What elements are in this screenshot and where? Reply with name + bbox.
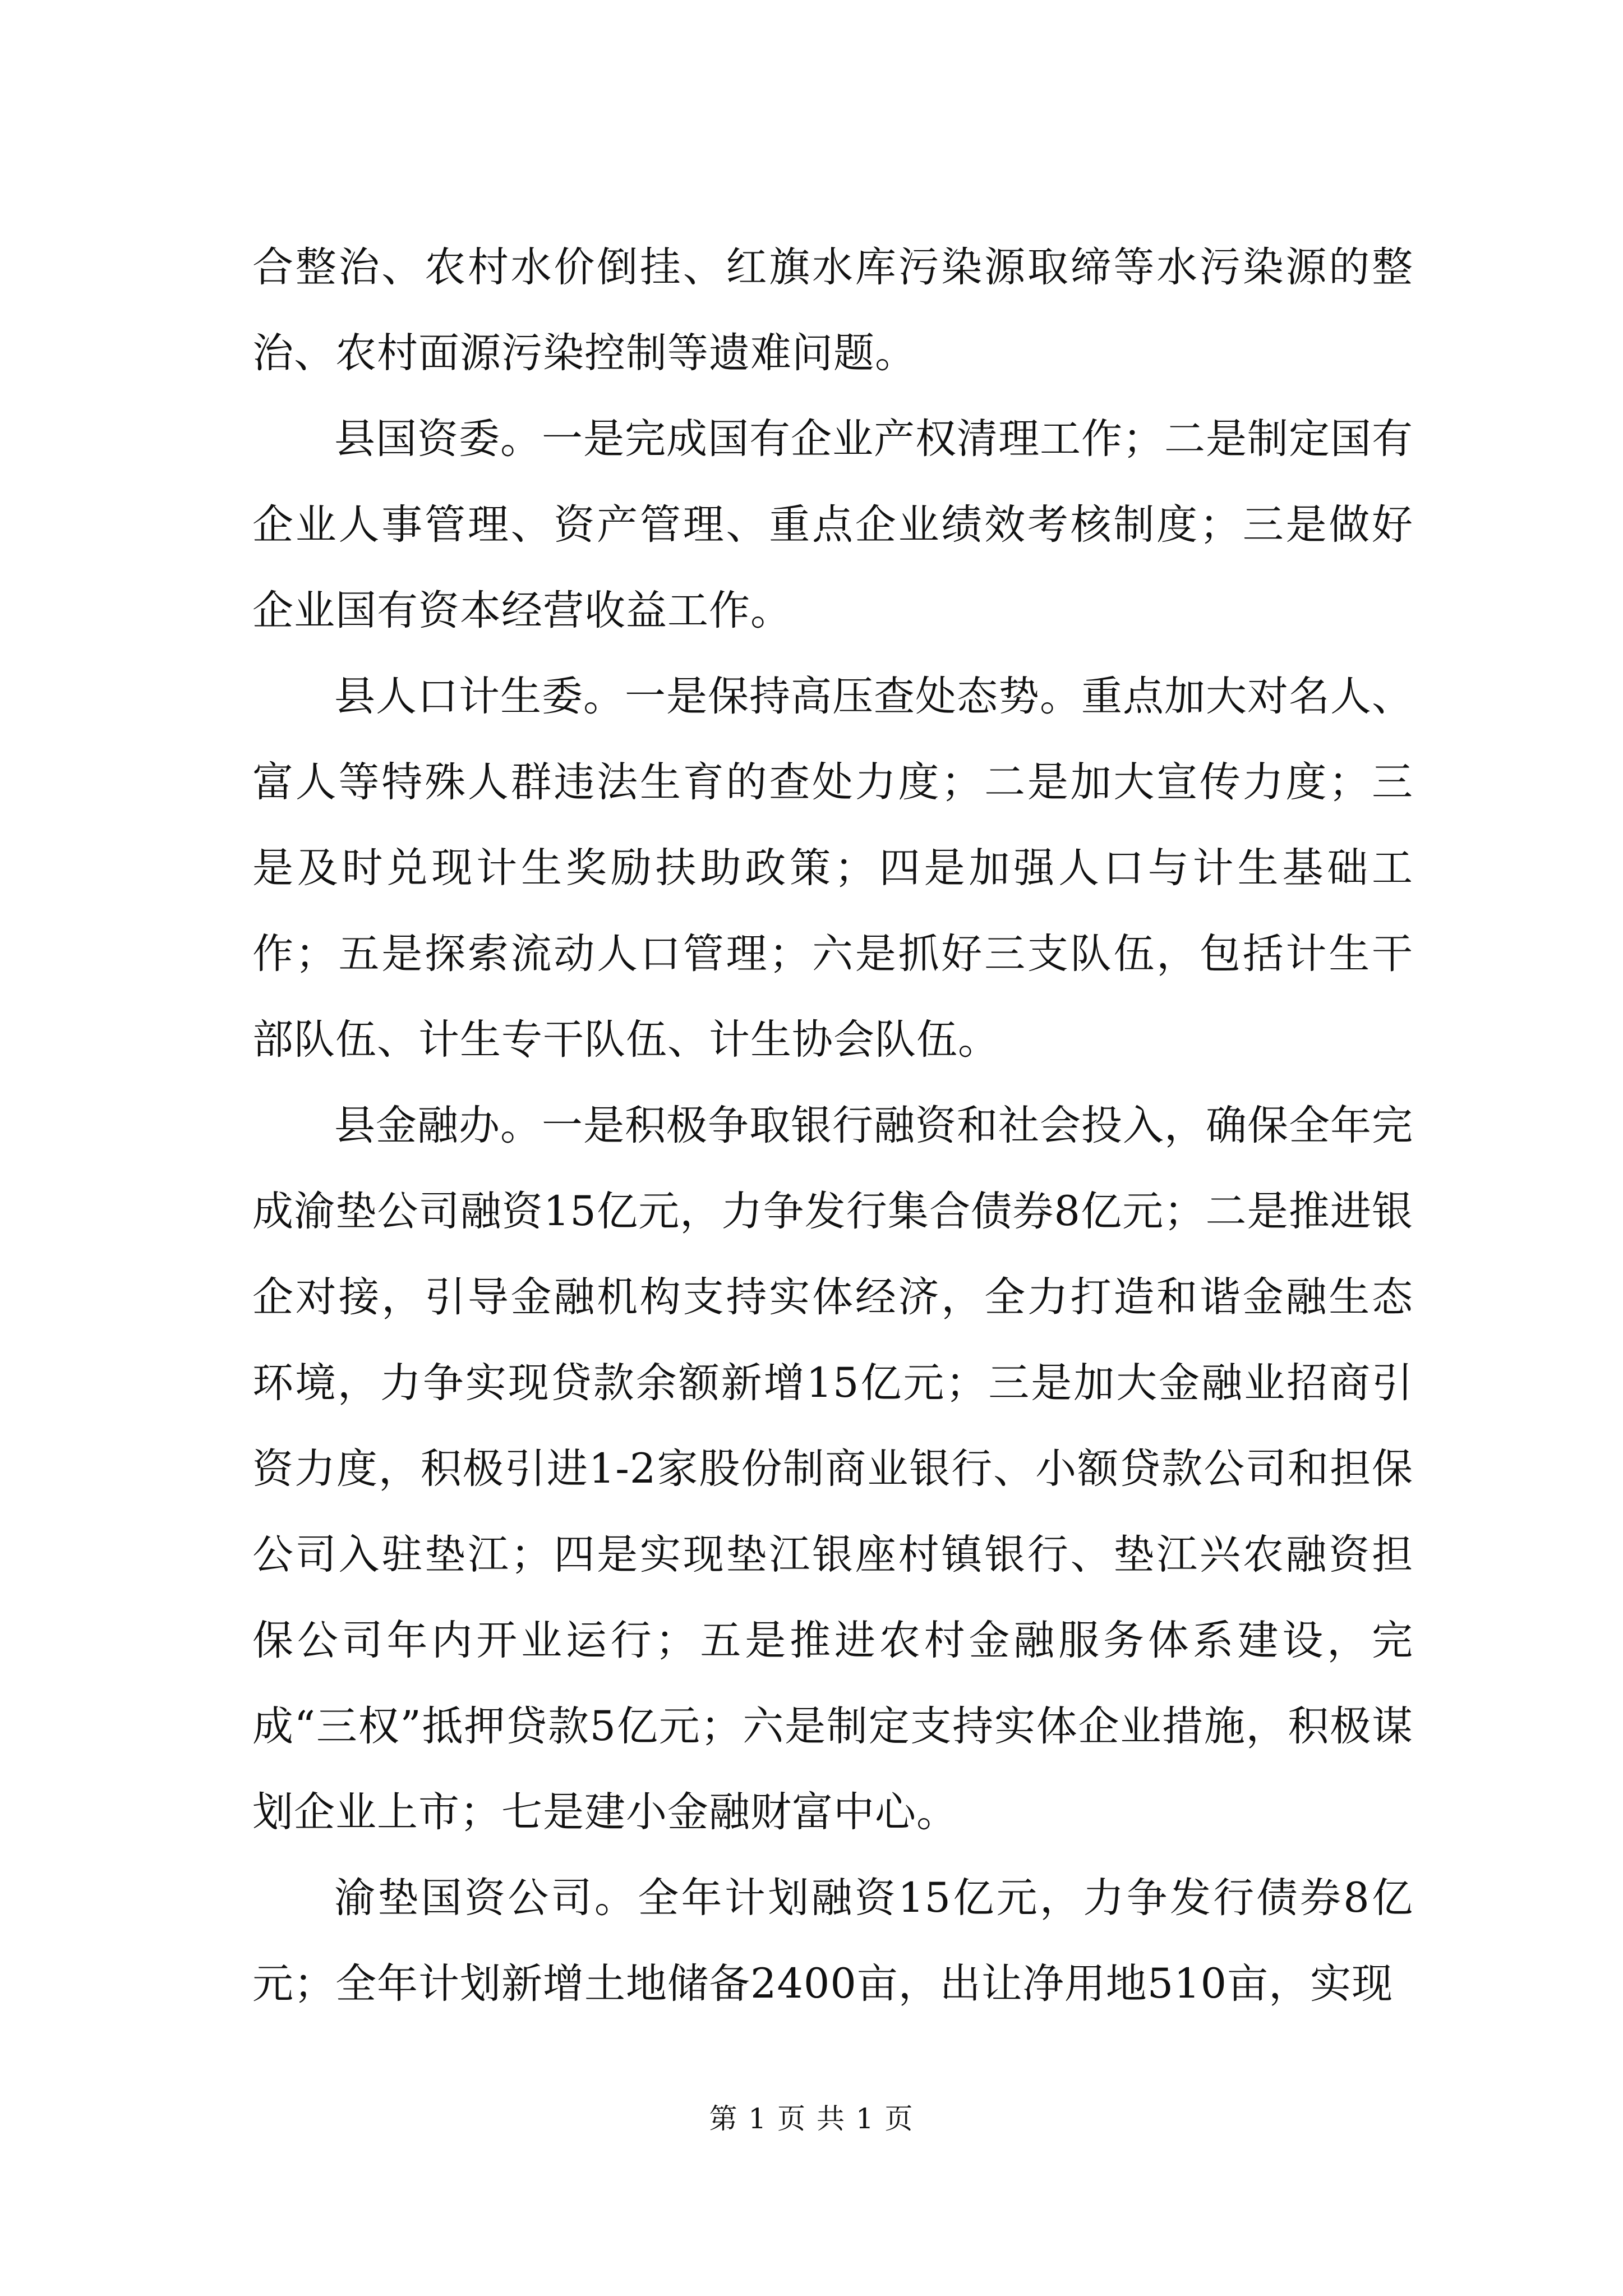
- paragraph-finance-office: 县金融办。一是积极争取银行融资和社会投入，确保全年完成渝垫公司融资15亿元，力争发行集合债券8亿元；二是推进银企对接，引导金融机构支持实体经济，全力打造和谐金融生态环境，力争实现贷款余额新增15亿元；三是加大金融业招商引资力度，积极引进1-2家股份制商业银行、小额贷款公司和担保公司入驻垫江；四是实现垫江银座村镇银行、垫江兴农融资担保公司年内开业运行；五是推进农村金融服务体系建设，完成“三权”抵押贷款5亿元；六是制定支持实体企业措施，积极谋划企业上市；七是建小金融财富中心。: [252, 1102, 1413, 1836]
- paragraph-continuation: 合整治、农村水价倒挂、红旗水库污染源取缔等水污染源的整治、农村面源污染控制等遗难问题。: [252, 243, 1413, 377]
- page-number-footer: 第 1 页 共 1 页: [709, 2102, 914, 2135]
- document-body: [252, 224, 1413, 2027]
- paragraph-yudian-state-assets-company: 渝垫国资公司。全年计划融资15亿元，力争发行债券8亿元；全年计划新增土地储备2400亩，出让净用地510亩，实现: [252, 1874, 1413, 2008]
- paragraph-state-assets-commission: 县国资委。一是完成国有企业产权清理工作；二是制定国有企业人事管理、资产管理、重点企业绩效考核制度；三是做好企业国有资本经营收益工作。: [252, 415, 1413, 634]
- paragraph-family-planning-commission: 县人口计生委。一是保持高压查处态势。重点加大对名人、富人等特殊人群违法生育的查处力度；二是加大宣传力度；三是及时兑现计生奖励扶助政策；四是加强人口与计生基础工作；五是探索流动人口管理；六是抓好三支队伍，包括计生干部队伍、计生专干队伍、计生协会队伍。: [252, 673, 1413, 1064]
